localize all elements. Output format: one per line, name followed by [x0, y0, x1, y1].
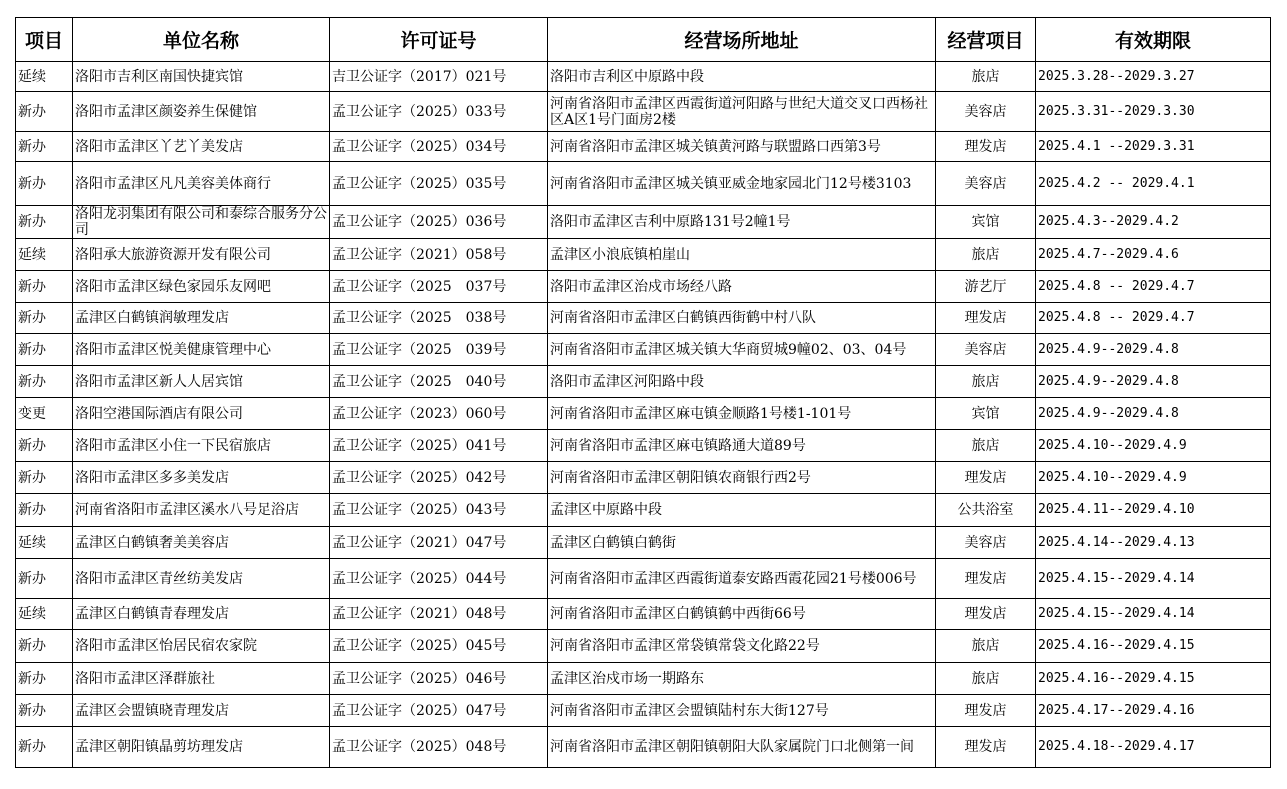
table-row: [16, 599, 1271, 630]
cell-type: 新办: [16, 162, 73, 206]
cell-category: 理发店: [936, 132, 1036, 162]
cell-type: 新办: [16, 727, 73, 768]
cell-license: 孟卫公证字（2021）047号: [330, 527, 548, 559]
cell-type: 新办: [16, 303, 73, 334]
cell-address: 河南省洛阳市孟津区麻屯镇金顺路1号楼1-101号: [548, 398, 936, 430]
cell-type: 新办: [16, 206, 73, 239]
cell-address: 孟津区治戍市场一期路东: [548, 663, 936, 695]
cell-period: 2025.3.31--2029.3.30: [1036, 92, 1271, 132]
cell-name: 孟津区白鹤镇润敏理发店: [73, 303, 330, 334]
cell-license: 孟卫公证字（2025）048号: [330, 727, 548, 768]
cell-license: 孟卫公证字（2021）048号: [330, 599, 548, 630]
cell-name: 洛阳市孟津区泽群旅社: [73, 663, 330, 695]
cell-name: 洛阳市吉利区南国快捷宾馆: [73, 62, 330, 92]
cell-period: 2025.4.8 -- 2029.4.7: [1036, 303, 1271, 334]
table-row: [16, 366, 1271, 398]
cell-name: 洛阳市孟津区多多美发店: [73, 462, 330, 494]
cell-address: 洛阳市吉利区中原路中段: [548, 62, 936, 92]
cell-license: 孟卫公证字（2025）036号: [330, 206, 548, 239]
cell-license: 孟卫公证字（2025）033号: [330, 92, 548, 132]
cell-name: 孟津区白鹤镇奢美美容店: [73, 527, 330, 559]
cell-address: 河南省洛阳市孟津区麻屯镇路通大道89号: [548, 430, 936, 462]
cell-address: 河南省洛阳市孟津区城关镇黄河路与联盟路口西第3号: [548, 132, 936, 162]
cell-period: 2025.4.2 -- 2029.4.1: [1036, 162, 1271, 206]
table-row: [16, 663, 1271, 695]
cell-address: 河南省洛阳市孟津区西霞街道河阳路与世纪大道交叉口西杨社区A区1号门面房2楼: [548, 92, 936, 132]
header-period: 有效期限: [1036, 18, 1271, 62]
cell-type: 延续: [16, 239, 73, 271]
cell-period: 2025.4.16--2029.4.15: [1036, 663, 1271, 695]
cell-category: 理发店: [936, 462, 1036, 494]
cell-name: 洛阳市孟津区凡凡美容美体商行: [73, 162, 330, 206]
cell-category: 美容店: [936, 334, 1036, 366]
header-license: 许可证号: [330, 18, 548, 62]
cell-category: 宾馆: [936, 398, 1036, 430]
cell-type: 新办: [16, 132, 73, 162]
cell-name: 洛阳空港国际酒店有限公司: [73, 398, 330, 430]
table-row: [16, 132, 1271, 162]
cell-type: 新办: [16, 559, 73, 599]
cell-name: 河南省洛阳市孟津区溪水八号足浴店: [73, 494, 330, 527]
cell-type: 延续: [16, 62, 73, 92]
table-row: [16, 695, 1271, 727]
cell-address: 河南省洛阳市孟津区常袋镇常袋文化路22号: [548, 630, 936, 663]
header-address: 经营场所地址: [548, 18, 936, 62]
cell-name: 洛阳市孟津区颜姿养生保健馆: [73, 92, 330, 132]
cell-type: 新办: [16, 494, 73, 527]
cell-type: 新办: [16, 92, 73, 132]
table-row: [16, 92, 1271, 132]
cell-name: 洛阳承大旅游资源开发有限公司: [73, 239, 330, 271]
cell-category: 理发店: [936, 559, 1036, 599]
cell-address: 河南省洛阳市孟津区白鹤镇西街鹤中村八队: [548, 303, 936, 334]
table-row: [16, 303, 1271, 334]
cell-period: 2025.4.15--2029.4.14: [1036, 559, 1271, 599]
cell-type: 新办: [16, 430, 73, 462]
cell-name: 洛阳龙羽集团有限公司和泰综合服务分公司: [73, 206, 330, 239]
cell-license: 孟卫公证字（2025）045号: [330, 630, 548, 663]
cell-category: 旅店: [936, 430, 1036, 462]
cell-license: 孟卫公证字（2025）043号: [330, 494, 548, 527]
table-row: [16, 559, 1271, 599]
cell-license: 孟卫公证字（2025 040号: [330, 366, 548, 398]
cell-category: 美容店: [936, 92, 1036, 132]
cell-period: 2025.4.9--2029.4.8: [1036, 398, 1271, 430]
cell-period: 2025.4.3--2029.4.2: [1036, 206, 1271, 239]
cell-license: 孟卫公证字（2023）060号: [330, 398, 548, 430]
cell-category: 游艺厅: [936, 271, 1036, 303]
cell-category: 理发店: [936, 695, 1036, 727]
cell-category: 理发店: [936, 303, 1036, 334]
cell-category: 旅店: [936, 239, 1036, 271]
table-row: [16, 494, 1271, 527]
header-row: [16, 18, 1271, 62]
table-row: [16, 334, 1271, 366]
cell-type: 新办: [16, 630, 73, 663]
cell-address: 洛阳市孟津区河阳路中段: [548, 366, 936, 398]
cell-license: 孟卫公证字（2025）047号: [330, 695, 548, 727]
cell-period: 2025.3.28--2029.3.27: [1036, 62, 1271, 92]
cell-period: 2025.4.15--2029.4.14: [1036, 599, 1271, 630]
cell-name: 洛阳市孟津区青丝纺美发店: [73, 559, 330, 599]
cell-address: 河南省洛阳市孟津区朝阳镇朝阳大队家属院门口北侧第一间: [548, 727, 936, 768]
cell-category: 旅店: [936, 366, 1036, 398]
cell-address: 河南省洛阳市孟津区西霞街道泰安路西霞花园21号楼006号: [548, 559, 936, 599]
cell-name: 洛阳市孟津区丫艺丫美发店: [73, 132, 330, 162]
header-category: 经营项目: [936, 18, 1036, 62]
cell-license: 孟卫公证字（2025 038号: [330, 303, 548, 334]
header-name: 单位名称: [73, 18, 330, 62]
table-row: [16, 727, 1271, 768]
cell-address: 孟津区小浪底镇柏崖山: [548, 239, 936, 271]
cell-address: 洛阳市孟津区吉利中原路131号2幢1号: [548, 206, 936, 239]
cell-address: 河南省洛阳市孟津区会盟镇陆村东大街127号: [548, 695, 936, 727]
cell-license: 孟卫公证字（2025）046号: [330, 663, 548, 695]
cell-period: 2025.4.10--2029.4.9: [1036, 430, 1271, 462]
cell-type: 延续: [16, 599, 73, 630]
cell-category: 美容店: [936, 527, 1036, 559]
cell-type: 新办: [16, 695, 73, 727]
table-row: [16, 239, 1271, 271]
table-row: [16, 62, 1271, 92]
cell-period: 2025.4.7--2029.4.6: [1036, 239, 1271, 271]
cell-period: 2025.4.16--2029.4.15: [1036, 630, 1271, 663]
cell-period: 2025.4.11--2029.4.10: [1036, 494, 1271, 527]
cell-category: 宾馆: [936, 206, 1036, 239]
cell-address: 河南省洛阳市孟津区城关镇大华商贸城9幢02、03、04号: [548, 334, 936, 366]
cell-address: 孟津区白鹤镇白鹤街: [548, 527, 936, 559]
table-row: [16, 527, 1271, 559]
cell-period: 2025.4.8 -- 2029.4.7: [1036, 271, 1271, 303]
cell-address: 洛阳市孟津区治戍市场经八路: [548, 271, 936, 303]
cell-category: 旅店: [936, 62, 1036, 92]
cell-type: 延续: [16, 527, 73, 559]
cell-period: 2025.4.18--2029.4.17: [1036, 727, 1271, 768]
cell-period: 2025.4.9--2029.4.8: [1036, 366, 1271, 398]
table-row: [16, 430, 1271, 462]
cell-license: 孟卫公证字（2025 037号: [330, 271, 548, 303]
cell-period: 2025.4.14--2029.4.13: [1036, 527, 1271, 559]
cell-license: 吉卫公证字（2017）021号: [330, 62, 548, 92]
cell-period: 2025.4.1 --2029.3.31: [1036, 132, 1271, 162]
cell-period: 2025.4.17--2029.4.16: [1036, 695, 1271, 727]
cell-category: 美容店: [936, 162, 1036, 206]
cell-license: 孟卫公证字（2025）042号: [330, 462, 548, 494]
cell-type: 新办: [16, 663, 73, 695]
table-row: [16, 162, 1271, 206]
cell-category: 旅店: [936, 663, 1036, 695]
cell-address: 孟津区中原路中段: [548, 494, 936, 527]
cell-license: 孟卫公证字（2025）041号: [330, 430, 548, 462]
cell-period: 2025.4.9--2029.4.8: [1036, 334, 1271, 366]
cell-address: 河南省洛阳市孟津区白鹤镇鹤中西街66号: [548, 599, 936, 630]
cell-address: 河南省洛阳市孟津区朝阳镇农商银行西2号: [548, 462, 936, 494]
cell-category: 公共浴室: [936, 494, 1036, 527]
table-row: [16, 630, 1271, 663]
cell-period: 2025.4.10--2029.4.9: [1036, 462, 1271, 494]
cell-license: 孟卫公证字（2025）044号: [330, 559, 548, 599]
table-row: [16, 271, 1271, 303]
cell-name: 洛阳市孟津区小住一下民宿旅店: [73, 430, 330, 462]
table-row: [16, 462, 1271, 494]
table-row: [16, 398, 1271, 430]
cell-category: 旅店: [936, 630, 1036, 663]
cell-type: 变更: [16, 398, 73, 430]
cell-name: 孟津区会盟镇晓青理发店: [73, 695, 330, 727]
cell-name: 洛阳市孟津区悦美健康管理中心: [73, 334, 330, 366]
cell-license: 孟卫公证字（2021）058号: [330, 239, 548, 271]
cell-category: 理发店: [936, 599, 1036, 630]
cell-name: 孟津区白鹤镇青春理发店: [73, 599, 330, 630]
cell-license: 孟卫公证字（2025）035号: [330, 162, 548, 206]
cell-type: 新办: [16, 366, 73, 398]
cell-type: 新办: [16, 271, 73, 303]
cell-name: 洛阳市孟津区怡居民宿农家院: [73, 630, 330, 663]
cell-name: 洛阳市孟津区绿色家园乐友网吧: [73, 271, 330, 303]
cell-type: 新办: [16, 334, 73, 366]
cell-address: 河南省洛阳市孟津区城关镇亚威金地家园北门12号楼3103: [548, 162, 936, 206]
cell-name: 洛阳市孟津区新人人居宾馆: [73, 366, 330, 398]
cell-type: 新办: [16, 462, 73, 494]
cell-license: 孟卫公证字（2025 039号: [330, 334, 548, 366]
cell-license: 孟卫公证字（2025）034号: [330, 132, 548, 162]
cell-category: 理发店: [936, 727, 1036, 768]
header-type: 项目: [16, 18, 73, 62]
table-row: [16, 206, 1271, 239]
cell-name: 孟津区朝阳镇晶剪坊理发店: [73, 727, 330, 768]
license-table: [15, 17, 1271, 768]
